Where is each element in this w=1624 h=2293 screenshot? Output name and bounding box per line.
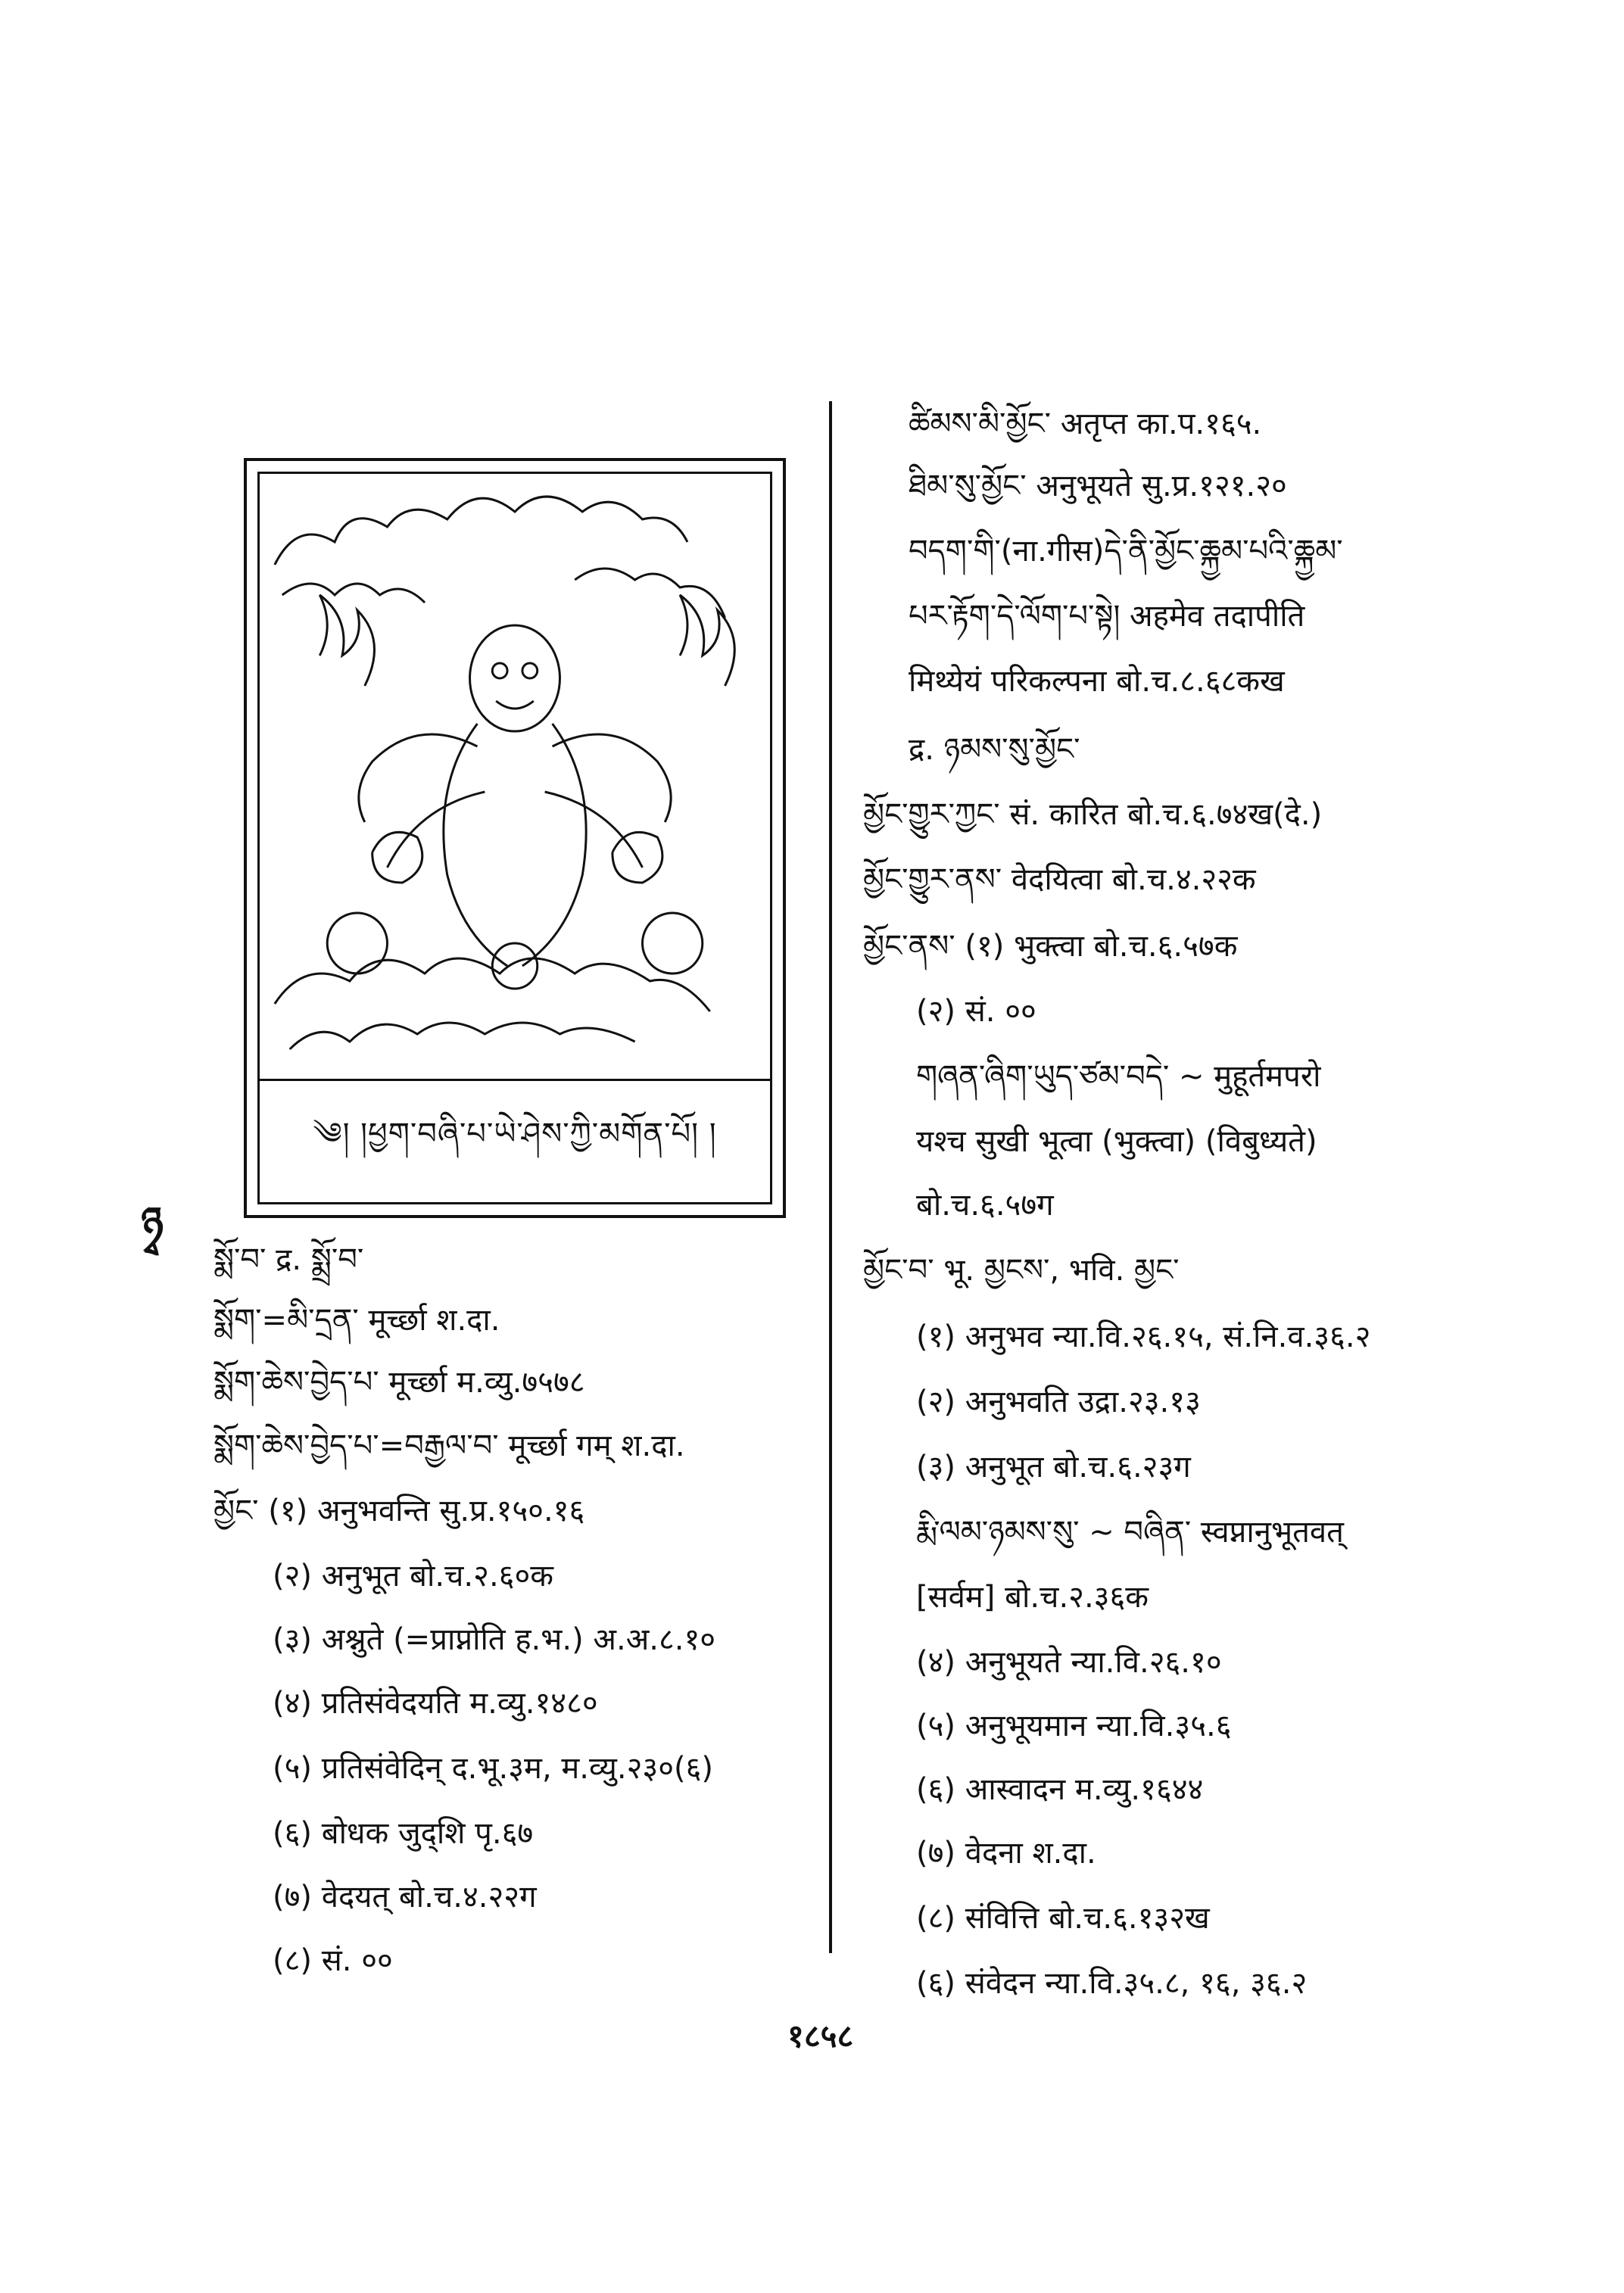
entry-line: སྨོག་=མི་དྲན་ मूर्च्छा श.दा. bbox=[214, 1303, 500, 1338]
entry-line: बो.च.६.५७ग bbox=[916, 1188, 1054, 1223]
entry-line: སྨོག་ཆེས་བྱེད་པ་ मूर्च्छा म.व्यु.७५७८ bbox=[214, 1365, 585, 1400]
column-divider bbox=[829, 401, 832, 1953]
entry-line: (५) अनुभूयमान न्या.वि.३५.६ bbox=[916, 1709, 1232, 1743]
illustration-plate bbox=[244, 458, 786, 1218]
entry-line: (८) सं. ०० bbox=[273, 1943, 393, 1978]
entry-line: མྱོང་གྱུར་ཀྱང་ सं. कारित बो.च.६.७४ख(दे.) bbox=[863, 797, 1323, 832]
entry-line: द्र. ཉམས་སུ་མྱོང་ bbox=[909, 732, 1080, 767]
entry-line: (४) अनुभूयते न्या.वि.२६.१० bbox=[916, 1645, 1222, 1680]
entry-line: (६) बोधक जुद्शि पृ.६७ bbox=[273, 1816, 534, 1851]
margin-marker: ཉྭ bbox=[141, 1198, 164, 1248]
entry-line: (७) वेदयत् बो.च.४.२२ग bbox=[273, 1880, 537, 1914]
entry-line: [सर्वम] बो.च.२.३६क bbox=[916, 1580, 1149, 1615]
entry-line: यश्च सुखी भूत्वा (भुक्त्वा) (विबुध्यते) bbox=[916, 1124, 1317, 1159]
entry-line: मिथ्येयं परिकल्पना बो.च.८.६८कख bbox=[909, 664, 1285, 699]
entry-line: (७) वेदना श.दा. bbox=[916, 1836, 1096, 1871]
entry-line: པར་རྟོག་དེ་ལོག་པ་སྟེ། अहमेव तदापीति bbox=[909, 599, 1305, 634]
entry-line: ཚིམས་མི་མྱོང་ अतृप्त का.प.१६५. bbox=[909, 407, 1262, 441]
entry-line: (४) प्रतिसंवेदयति म.व्यु.१४८० bbox=[273, 1686, 598, 1721]
entry-line: (६) आस्वादन म.व्यु.१६४४ bbox=[916, 1772, 1204, 1807]
entry-line: བདག་གི་(ना.गीस)དེ་ནི་མྱོང་ཆྐྱམ་པའི་ཆྐྱམ་ bbox=[909, 534, 1343, 569]
entry-line: (२) सं. ०० bbox=[916, 994, 1036, 1029]
deity-woodcut-image bbox=[260, 474, 770, 1080]
plate-caption: ༄། །ཕྱག་བཞི་པ་ཡེ་ཤེས་ཀྱི་མགོན་པོ། ། bbox=[260, 1079, 770, 1202]
page-number: १८५८ bbox=[787, 2017, 854, 2055]
entry-line: མྱོང་ (१) अनुभवन्ति सु.प्र.१५०.१६ bbox=[214, 1494, 585, 1528]
entry-line: (३) अश्नुते (=प्राप्नोति ह.भ.) अ.अ.८.१० bbox=[273, 1622, 716, 1657]
entry-line: (२) अनुभूत बो.च.२.६०क bbox=[273, 1559, 553, 1594]
entry-line: མྱོང་གྱུར་ནས་ वेदयित्वा बो.च.४.२२क bbox=[863, 862, 1256, 897]
entry-line: (२) अनुभवति उद्रा.२३.१३ bbox=[916, 1385, 1201, 1419]
entry-line: རྨི་ལམ་ཉམས་སུ་ ~ བཞིན་ स्वप्नानुभूतवत् bbox=[916, 1515, 1344, 1550]
entry-line: ཐིམ་སུ་མྱོང་ अनुभूयते सु.प्र.१२१.२० bbox=[909, 469, 1287, 503]
entry-line: སྨོག་ཆེས་བྱེད་པ་=བརྒྱལ་བ་ मूर्च्छा गम् श.दा. bbox=[214, 1428, 685, 1463]
entry-line: (८) संवित्ति बो.च.६.१३२ख bbox=[916, 1901, 1210, 1936]
entry-line: (५) प्रतिसंवेदिन् द.भू.३म, म.व्यु.२३०(६) bbox=[273, 1751, 714, 1786]
entry-line: (१) अनुभव न्या.वि.२६.१५, सं.नि.व.३६.२ bbox=[916, 1319, 1371, 1354]
plate-frame bbox=[257, 472, 772, 1204]
entry-line: (३) अनुभूत बो.च.६.२३ग bbox=[916, 1450, 1191, 1485]
entry-line: གཞན་ཞིག་ཡུད་ཙམ་བདེ་ ~ मुहूर्तमपरो bbox=[916, 1059, 1321, 1094]
entry-line: (६) संवेदन न्या.वि.३५.८, १६, ३६.२ bbox=[916, 1966, 1308, 2001]
entry-line: མྱོང་ནས་ (१) भुक्त्वा बो.च.६.५७क bbox=[863, 929, 1238, 964]
entry-line: མྱོང་བ་ भू. མྱངས་, भवि. མྱང་ bbox=[863, 1253, 1180, 1288]
entry-line: སྨོ་བ་ द्र. སྨྲོ་བ་ bbox=[214, 1242, 364, 1277]
